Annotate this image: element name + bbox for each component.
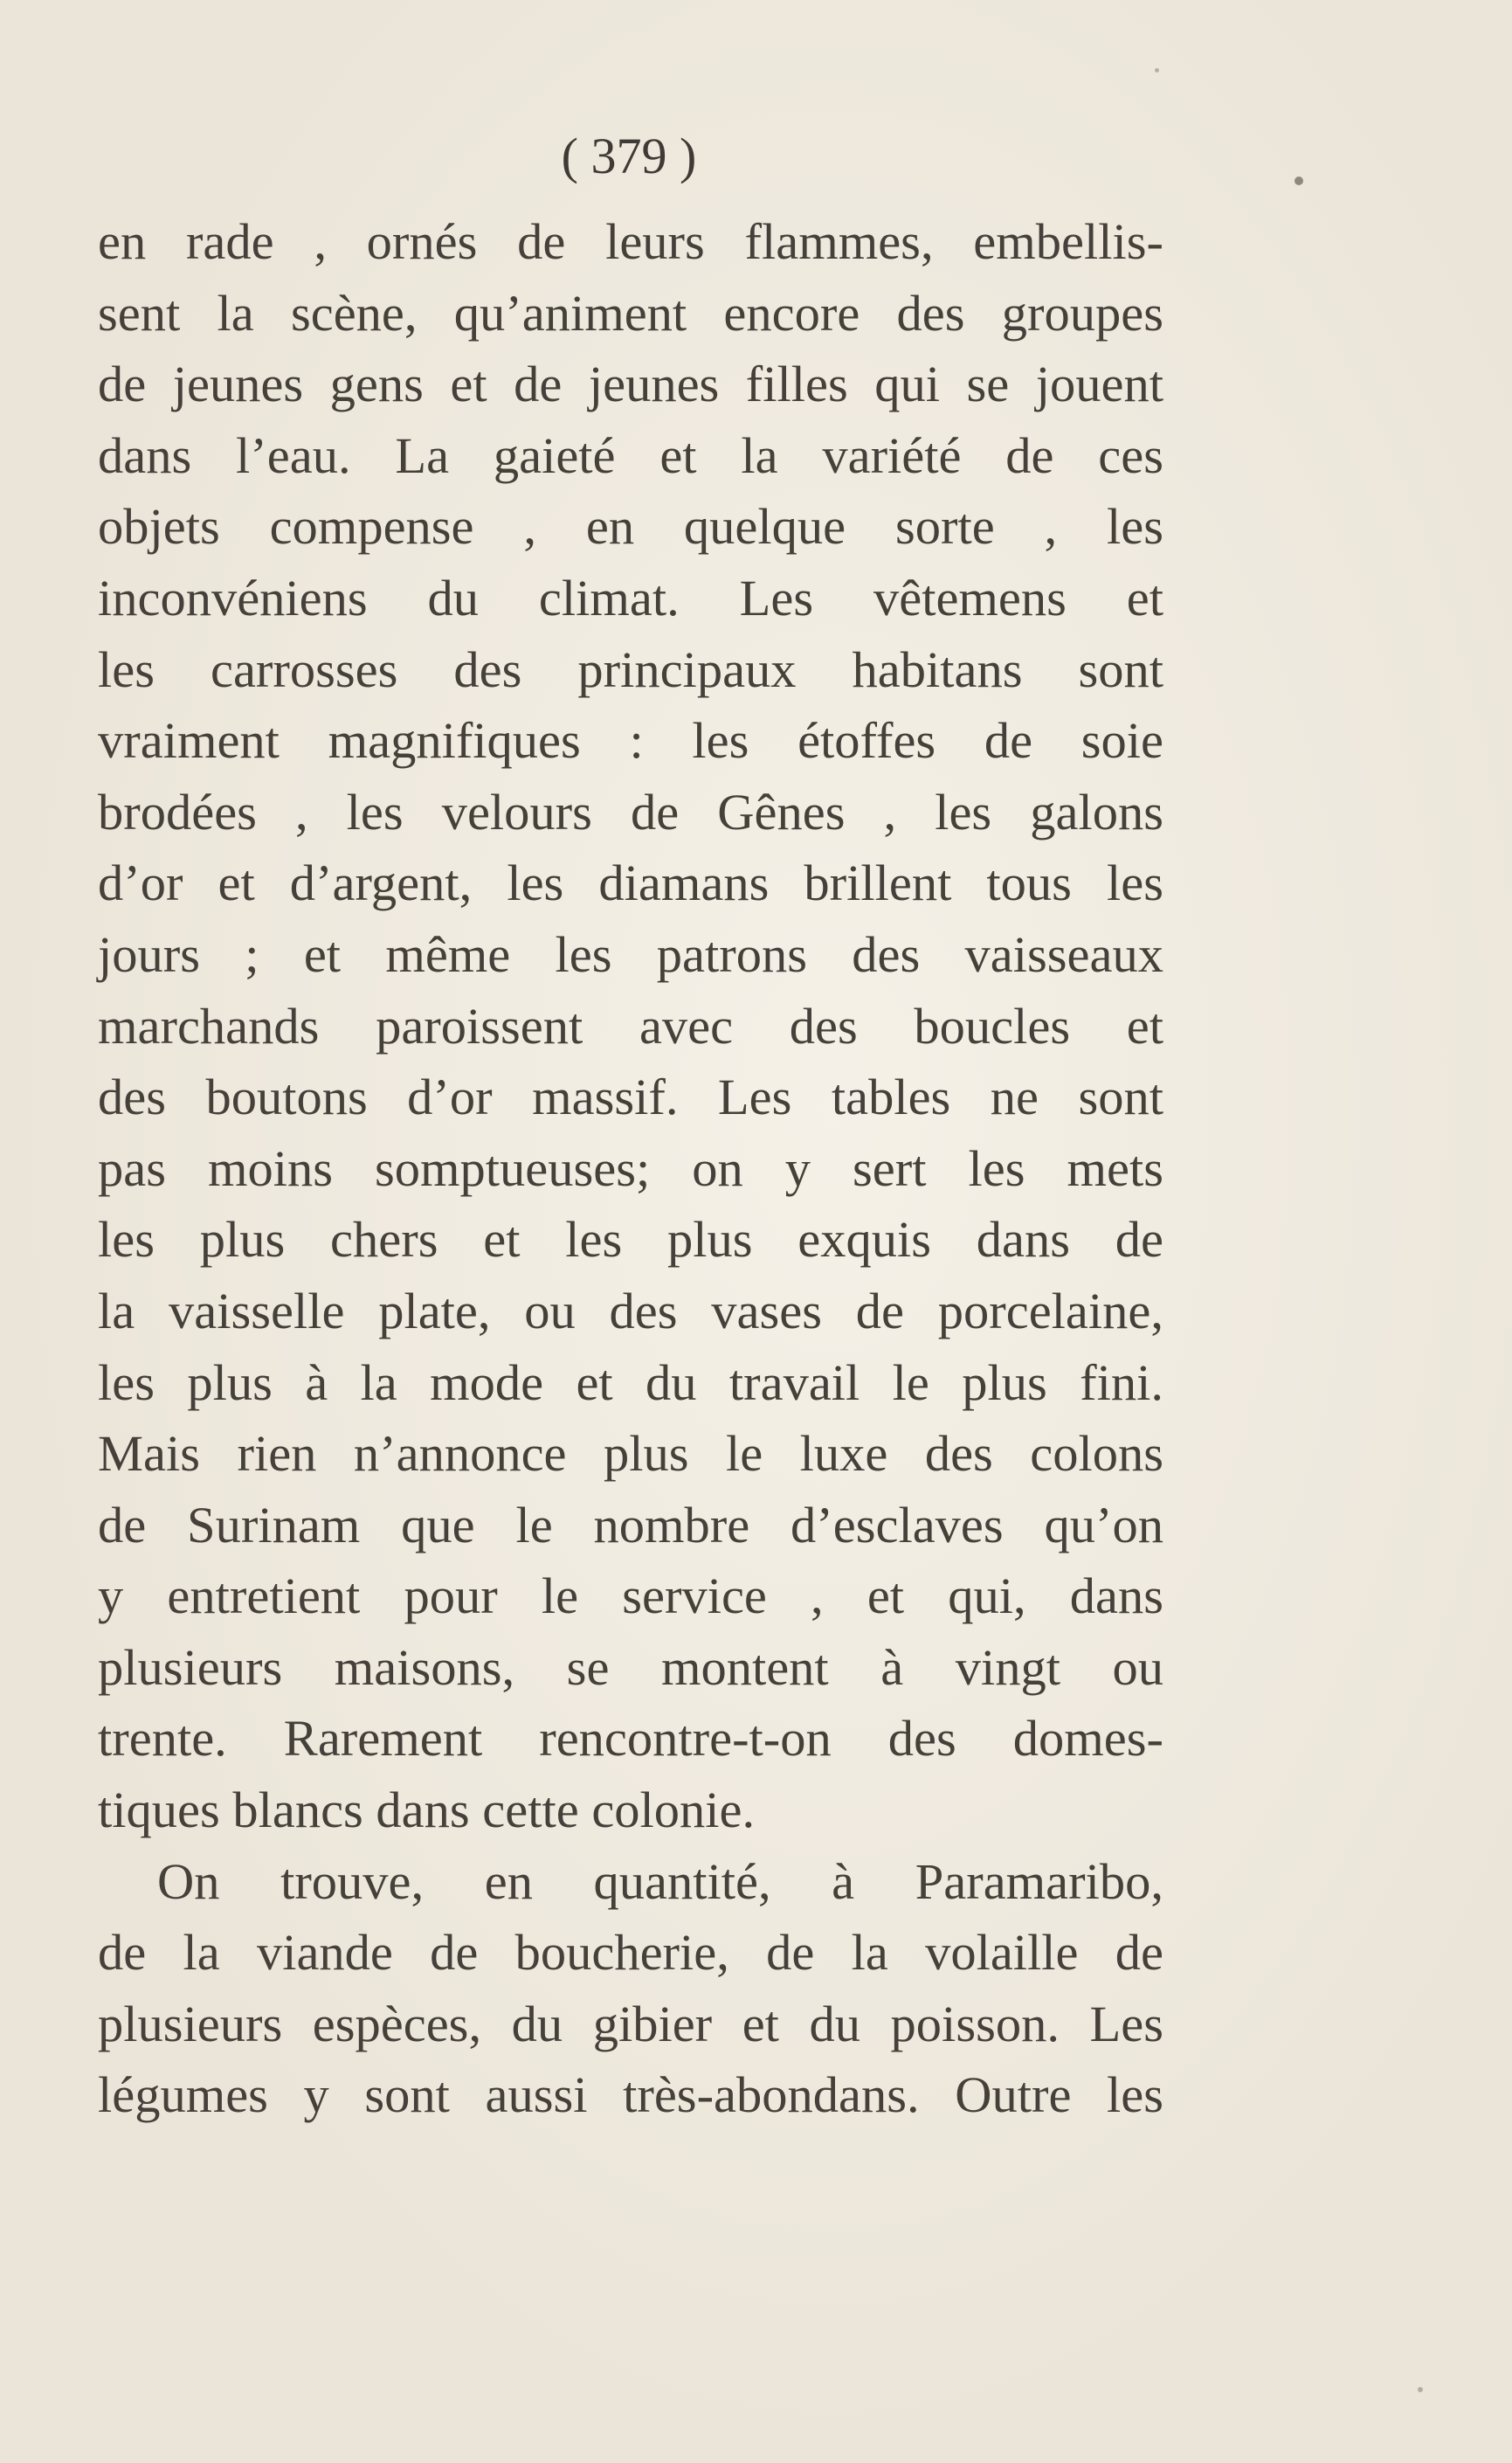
text-line: tiques blancs dans cette colonie. <box>98 1782 756 1839</box>
text-line: dans l’eau. La gaieté et la variété de ces <box>98 426 1163 484</box>
text-line: des boutons d’or massif. Les tables ne sont <box>98 1069 1163 1126</box>
page-number: ( 379 ) <box>561 128 697 184</box>
text-line: sent la scène, qu’animent encore des groupes <box>98 284 1163 342</box>
text-line: inconvéniens du climat. Les vêtemens et <box>98 569 1163 626</box>
text-line: y entretient pour le service , et qui, dans <box>98 1567 1163 1625</box>
text-line: Mais rien n’annonce plus le luxe des colons <box>98 1425 1163 1483</box>
text-line: jours ; et même les patrons des vaisseaux <box>98 925 1163 983</box>
text-line: les plus chers et les plus exquis dans de <box>98 1211 1163 1269</box>
text-line: de jeunes gens et de jeunes filles qui se jouent <box>98 356 1163 413</box>
text-line: les plus à la mode et du travail le plus fini. <box>98 1353 1163 1411</box>
text-line: plusieurs espèces, du gibier et du poisson. Les <box>98 1995 1163 2052</box>
paper-speck <box>1418 2387 1423 2392</box>
text-line: légumes y sont aussi très-abondans. Outre les <box>98 2066 1163 2124</box>
text-line: marchands paroissent avec des boucles et <box>98 997 1163 1055</box>
text-line: la vaisselle plate, ou des vases de porcelaine, <box>98 1282 1163 1339</box>
text-line: en rade , ornés de leurs flammes, embellis- <box>98 213 1163 270</box>
text-line: vraiment magnifiques : les étoffes de soie <box>98 712 1163 770</box>
body-text <box>98 206 1163 2131</box>
text-line: plusieurs maisons, se montent à vingt ou <box>98 1638 1163 1696</box>
text-line: de la viande de boucherie, de la volaille de <box>98 1924 1163 1982</box>
text-line: objets compense , en quelque sorte , les <box>98 498 1163 556</box>
paper-speck <box>1295 176 1303 185</box>
text-line: d’or et d’argent, les diamans brillent tous les <box>98 854 1163 912</box>
text-line: trente. Rarement rencontre-t-on des domes- <box>98 1710 1163 1768</box>
text-line: de Surinam que le nombre d’esclaves qu’on <box>98 1496 1163 1553</box>
paragraph-start-line: On trouve, en quantité, à Paramaribo, <box>157 1852 1163 1910</box>
text-line: les carrosses des principaux habitans sont <box>98 640 1163 698</box>
paper-speck <box>1155 68 1159 73</box>
text-line: pas moins somptueuses; on y sert les mets <box>98 1139 1163 1197</box>
text-line: brodées , les velours de Gênes , les galons <box>98 783 1163 841</box>
